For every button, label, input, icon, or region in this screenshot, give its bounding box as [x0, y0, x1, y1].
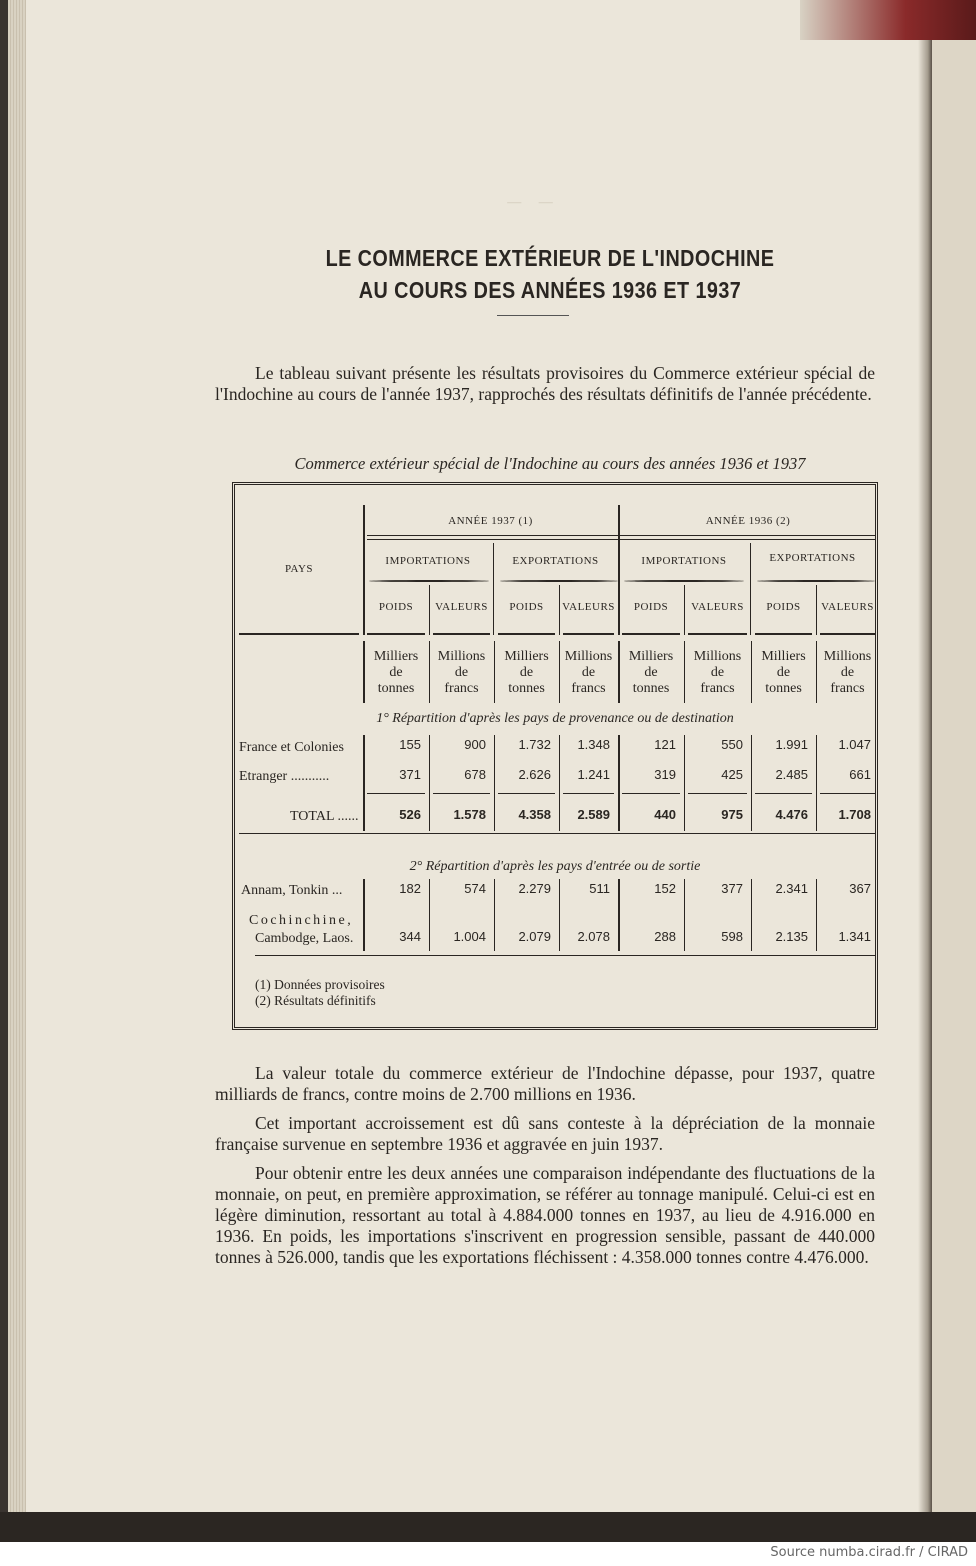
- unit-label: Milliers: [373, 649, 419, 664]
- unit-label: Milliers: [628, 649, 674, 664]
- subtotal-rule: [622, 793, 680, 794]
- subtotal-rule: [498, 793, 555, 794]
- row-label-annam: Annam, Tonkin ...: [241, 883, 343, 898]
- header-pays: PAYS: [284, 563, 314, 575]
- unit-label: de: [710, 665, 725, 680]
- table-cell: 678: [464, 767, 486, 782]
- header-poids: POIDS: [633, 601, 669, 613]
- paragraph-3: Pour obtenir entre les deux années une comparaison indépendante des fluctuations de la monnaie, on peut, en première approximation, se référer au tonnage manipulé. Celui-ci est en légère diminution, ressortant au total à 4.884.000 tonnes en 1937, au lieu de 4.916.000 en 1936. En poids, les importations s'inscrivent en progression sensible, passant de 440.000 tonnes à 526.000, tandis que les exportations fléchissent : 4.358.000 tonnes contre 4.476.000.: [215, 1163, 875, 1267]
- subtotal-rule: [563, 793, 614, 794]
- table-cell: 440: [654, 807, 676, 822]
- header-valeurs: VALEURS: [562, 601, 615, 613]
- unit-label: francs: [571, 681, 606, 696]
- row-label-etranger: Etranger ...........: [239, 769, 330, 784]
- brace-icon: [757, 580, 875, 582]
- intro-paragraph: Le tableau suivant présente les résultats provisoires du Commerce extérieur spécial de l'Indochine au cours de l'année 1937, rapprochés des résultats définitifs de l'année précédente.: [215, 363, 875, 404]
- table-cell: 425: [721, 767, 743, 782]
- data-divider: [751, 879, 752, 951]
- header-imp-1937: IMPORTATIONS: [385, 555, 471, 567]
- table-cell: 2.341: [775, 881, 808, 896]
- table-cell: 574: [464, 881, 486, 896]
- brace-icon: [500, 580, 618, 582]
- data-divider: [494, 879, 495, 951]
- table-cell: 2.079: [518, 929, 551, 944]
- data-divider: [816, 879, 817, 951]
- unit-label: tonnes: [632, 681, 670, 696]
- table-cell: 377: [721, 881, 743, 896]
- table-cell: 550: [721, 737, 743, 752]
- section-2-rule: [255, 955, 875, 956]
- note-2: (2) Résultats définitifs: [255, 993, 376, 1008]
- subtotal-rule: [755, 793, 812, 794]
- unit-divider: [816, 641, 817, 703]
- data-divider: [684, 735, 685, 831]
- table-cell: 661: [849, 767, 871, 782]
- header-valeurs: VALEURS: [821, 601, 874, 613]
- section-1-heading: 1° Répartition d'après les pays de provenance ou de destination: [376, 711, 734, 726]
- unit-divider: [559, 641, 560, 703]
- unit-label: de: [776, 665, 791, 680]
- unit-label: de: [454, 665, 469, 680]
- table-cell: 182: [399, 881, 421, 896]
- header-rule: [563, 633, 614, 635]
- table-cell: 1.241: [577, 767, 610, 782]
- data-divider: [618, 879, 620, 951]
- unit-label: de: [389, 665, 403, 680]
- data-divider: [751, 735, 752, 831]
- header-rule: [433, 633, 490, 635]
- unit-label: tonnes: [508, 681, 545, 696]
- year-rule: [367, 535, 875, 540]
- table-cell: 344: [399, 929, 421, 944]
- pays-divider: [363, 505, 365, 635]
- table-cell: 1.047: [838, 737, 871, 752]
- table-cell: 511: [589, 881, 610, 896]
- table-cell: 152: [654, 881, 676, 896]
- table-cell: 900: [464, 737, 486, 752]
- subtotal-rule: [367, 793, 425, 794]
- unit-label: Millions: [437, 649, 486, 664]
- brace-icon: [369, 580, 489, 582]
- unit-label: francs: [700, 681, 735, 696]
- header-valeurs: VALEURS: [691, 601, 744, 613]
- header-poids: POIDS: [766, 601, 801, 613]
- header-imp-1936: IMPORTATIONS: [641, 555, 727, 567]
- header-rule: [688, 633, 747, 635]
- imp-exp-divider-1936: [750, 543, 751, 635]
- unit-label: Millions: [564, 649, 613, 664]
- data-divider: [363, 735, 365, 831]
- title-line-1: LE COMMERCE EXTÉRIEUR DE L'INDOCHINE: [325, 245, 775, 271]
- data-divider: [559, 879, 560, 951]
- total-rule: [239, 833, 875, 834]
- unit-label: francs: [444, 681, 479, 696]
- table-caption: Commerce extérieur spécial de l'Indochine au cours des années 1936 et 1937: [294, 454, 806, 473]
- unit-divider: [429, 641, 430, 703]
- unit-label: tonnes: [765, 681, 802, 696]
- subtotal-rule: [688, 793, 747, 794]
- header-year-1937: ANNÉE 1937 (1): [448, 515, 533, 527]
- table-cell: 1.732: [518, 737, 551, 752]
- page-number-dashes: — —: [507, 195, 553, 210]
- year-divider: [618, 505, 620, 635]
- table-cell: 2.589: [577, 807, 610, 822]
- data-divider: [429, 735, 430, 831]
- table-cell: 371: [399, 767, 421, 782]
- table-cell: 2.485: [775, 767, 808, 782]
- table-cell: 1.348: [577, 737, 610, 752]
- data-divider: [559, 735, 560, 831]
- table-cell: 4.358: [518, 807, 551, 822]
- unit-divider: [751, 641, 752, 703]
- paragraph-1: La valeur totale du commerce extérieur de l'Indochine dépasse, pour 1937, quatre milliards de francs, contre moins de 2.700 millions en 1936.: [215, 1063, 875, 1104]
- table-cell: 2.078: [577, 929, 610, 944]
- unit-divider: [618, 641, 620, 703]
- table-cell: 4.476: [775, 807, 808, 822]
- row-label-total: TOTAL ......: [290, 809, 359, 824]
- header-exp-1937: EXPORTATIONS: [512, 555, 599, 567]
- row-label-cambodge: Cambodge, Laos.: [255, 931, 354, 946]
- header-exp-1936: EXPORTATIONS: [769, 552, 856, 564]
- header-rule: [755, 633, 812, 635]
- table-cell: 1.578: [453, 807, 486, 822]
- row-label-cochinchine: Cochinchine,: [249, 913, 354, 928]
- data-divider: [618, 735, 620, 831]
- table-cell: 2.135: [775, 929, 808, 944]
- header-rule: [498, 633, 555, 635]
- unit-label: de: [840, 665, 855, 680]
- subtotal-rule: [820, 793, 875, 794]
- book-binding: [0, 0, 8, 1540]
- page-stack: [8, 0, 26, 1540]
- unit-label: Milliers: [761, 649, 806, 664]
- brace-icon: [624, 580, 744, 582]
- unit-label: Milliers: [504, 649, 549, 664]
- unit-divider: [363, 641, 365, 703]
- table-cell: 155: [399, 737, 421, 752]
- subtotal-rule: [433, 793, 490, 794]
- table-cell: 1.004: [453, 929, 486, 944]
- header-rule: [820, 633, 875, 635]
- unit-label: tonnes: [377, 681, 415, 696]
- table-cell: 598: [721, 929, 743, 944]
- note-1: (1) Données provisoires: [255, 977, 385, 992]
- section-2-heading: 2° Répartition d'après les pays d'entrée ou de sortie: [409, 859, 701, 874]
- trade-table: [232, 482, 878, 1030]
- table-cell: 1.991: [775, 737, 808, 752]
- title-line-2: AU COURS DES ANNÉES 1936 ET 1937: [358, 277, 742, 303]
- table-cell: 975: [721, 807, 743, 822]
- table-cell: 367: [849, 881, 871, 896]
- unit-label: de: [519, 665, 534, 680]
- header-poids: POIDS: [509, 601, 544, 613]
- header-poids: POIDS: [378, 601, 414, 613]
- unit-divider: [494, 641, 495, 703]
- unit-label: de: [581, 665, 596, 680]
- unit-divider: [684, 641, 685, 703]
- data-divider: [363, 879, 365, 951]
- gutter: [918, 0, 932, 1512]
- table-cell: 526: [399, 807, 421, 822]
- header-year-1936: ANNÉE 1936 (2): [705, 515, 791, 527]
- book-cover-corner: [800, 0, 976, 40]
- data-divider: [429, 879, 430, 951]
- table-cell: 2.279: [518, 881, 551, 896]
- table-cell: 121: [654, 737, 676, 752]
- table-cell: 319: [654, 767, 676, 782]
- table-cell: 1.341: [838, 929, 871, 944]
- paragraph-2: Cet important accroissement est dû sans conteste à la dépréciation de la monnaie française survenue en septembre 1936 et aggravée en juin 1937.: [215, 1113, 875, 1154]
- row-label-france: France et Colonies: [239, 740, 344, 755]
- facing-page-edge: [932, 40, 976, 1512]
- header-rule: [367, 633, 425, 635]
- unit-label: Millions: [693, 649, 742, 664]
- scan-background: [0, 1512, 976, 1542]
- header-valeurs: VALEURS: [435, 601, 488, 613]
- unit-label: de: [644, 665, 658, 680]
- header-rule: [622, 633, 680, 635]
- table-cell: 288: [654, 929, 676, 944]
- unit-label: Millions: [823, 649, 872, 664]
- data-divider: [494, 735, 495, 831]
- title-rule: [497, 315, 569, 316]
- unit-label: francs: [830, 681, 865, 696]
- data-divider: [684, 879, 685, 951]
- source-credit: Source numba.cirad.fr / CIRAD: [770, 1545, 968, 1560]
- table-cell: 1.708: [838, 807, 871, 822]
- table-cell: 2.626: [518, 767, 551, 782]
- pays-rule: [239, 633, 359, 635]
- data-divider: [816, 735, 817, 831]
- imp-exp-divider-1937: [493, 543, 494, 635]
